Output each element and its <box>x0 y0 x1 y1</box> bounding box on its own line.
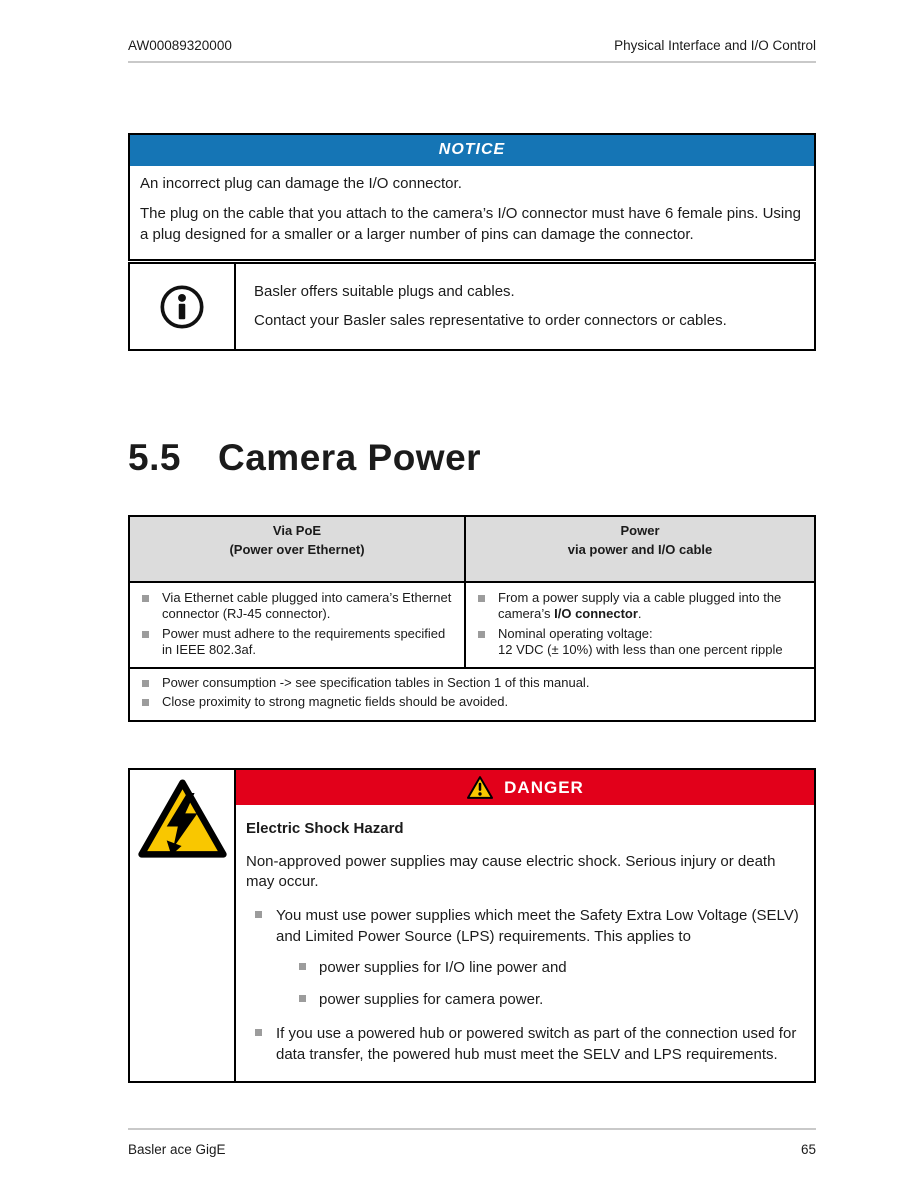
list-item <box>136 590 456 623</box>
list-item-text <box>498 626 783 659</box>
footer-page-number: 65 <box>800 1142 816 1157</box>
info-box <box>128 262 816 351</box>
table-header-row <box>130 517 814 583</box>
bullet-square-icon <box>142 595 149 602</box>
info-line: Basler offers suitable plugs and cables. <box>254 282 515 300</box>
info-line: Contact your Basler sales representative to order connectors or cables. <box>254 312 727 329</box>
bullet-square-icon <box>478 595 485 602</box>
list-item-text: Power consumption -> see specification tables in Section 1 of this manual. <box>162 675 590 690</box>
list-item <box>299 990 802 1011</box>
list-item-text: From a power supply via a cable plugged into the camera’s I/O connector. <box>498 590 782 622</box>
list-item-text: power supplies for I/O line power and <box>319 959 567 977</box>
high-voltage-warning-icon <box>136 777 229 861</box>
table-header-line: Via PoE <box>272 523 322 539</box>
list-item <box>136 675 806 691</box>
list-item <box>299 958 802 979</box>
bullet-square-icon <box>255 1029 262 1036</box>
page-header <box>128 38 816 63</box>
bullet-square-icon <box>478 631 485 638</box>
notice-paragraph: An incorrect plug can damage the I/O connector. <box>140 175 462 192</box>
warning-triangle-icon <box>466 775 494 800</box>
table-body-row <box>130 583 814 669</box>
bullet-square-icon <box>299 995 306 1002</box>
list-item-line: 12 VDC (± 10%) with less than one percent ripple <box>498 641 783 657</box>
info-icon <box>158 283 206 331</box>
list-item <box>472 590 806 623</box>
list-item-text: power supplies for camera power. <box>319 991 544 1009</box>
notice-box <box>128 133 816 261</box>
bullet-square-icon <box>142 699 149 706</box>
list-item-text: Via Ethernet cable plugged into camera’s Ethernet connector (RJ-45 connector). <box>162 590 452 622</box>
list-item-text: Power must adhere to the requirements specified in IEEE 802.3af. <box>162 625 446 657</box>
bullet-square-icon <box>142 631 149 638</box>
camera-power-table <box>128 515 816 722</box>
section-number: 5.5 <box>128 437 181 478</box>
list-item-text: If you use a powered hub or powered switch as part of the connection used for data transfer, the powered hub must meet the SELV and LPS requirements. <box>276 1024 797 1063</box>
list-item <box>136 626 456 659</box>
list-item-text: Close proximity to strong magnetic fields should be avoided. <box>162 694 509 710</box>
danger-content <box>236 805 814 1081</box>
table-span-row <box>130 669 814 720</box>
notice-body <box>130 166 814 259</box>
header-doc-id: AW00089320000 <box>128 38 232 53</box>
footer-product-name: Basler ace GigE <box>128 1142 226 1157</box>
info-text <box>236 264 814 349</box>
page-footer <box>128 1128 816 1157</box>
bullet-square-icon <box>299 963 306 970</box>
list-item <box>472 626 806 659</box>
table-header-line: via power and I/O cable <box>567 542 713 557</box>
danger-box <box>128 768 816 1083</box>
bullet-square-icon <box>142 680 149 687</box>
list-item <box>136 694 806 710</box>
table-header-line: Power <box>620 523 660 539</box>
notice-title-bar: NOTICE <box>130 135 814 166</box>
table-cell-power-cable <box>466 583 814 667</box>
section-heading <box>128 437 481 479</box>
header-chapter-title: Physical Interface and I/O Control <box>614 38 816 53</box>
danger-content-cell <box>236 770 814 1081</box>
danger-label: DANGER <box>504 777 584 797</box>
table-cell-poe <box>130 583 466 667</box>
table-header-line: (Power over Ethernet) <box>229 542 365 557</box>
danger-intro: Non-approved power supplies may cause electric shock. Serious injury or death may occur. <box>246 852 776 891</box>
danger-heading: Electric Shock Hazard <box>246 820 404 837</box>
bullet-square-icon <box>255 911 262 918</box>
notice-paragraph: The plug on the cable that you attach to the camera’s I/O connector must have 6 female pins. Using a plug designed for a smaller or a larger number of pins can damage the connector. <box>140 205 801 243</box>
table-header-poe <box>130 517 466 581</box>
list-item <box>246 1024 802 1065</box>
info-icon-cell <box>130 264 236 349</box>
section-title: Camera Power <box>218 437 482 478</box>
list-item <box>246 906 802 1011</box>
list-item-line: Nominal operating voltage: <box>498 625 653 641</box>
list-item-text: You must use power supplies which meet the Safety Extra Low Voltage (SELV) and Limited Power Source (LPS) requirements. This applies to power supplies for I/O line power and power supplies for camera power. <box>276 906 802 1011</box>
table-header-power-cable <box>466 517 814 581</box>
danger-title-bar <box>236 770 814 805</box>
danger-icon-cell <box>130 770 236 1081</box>
